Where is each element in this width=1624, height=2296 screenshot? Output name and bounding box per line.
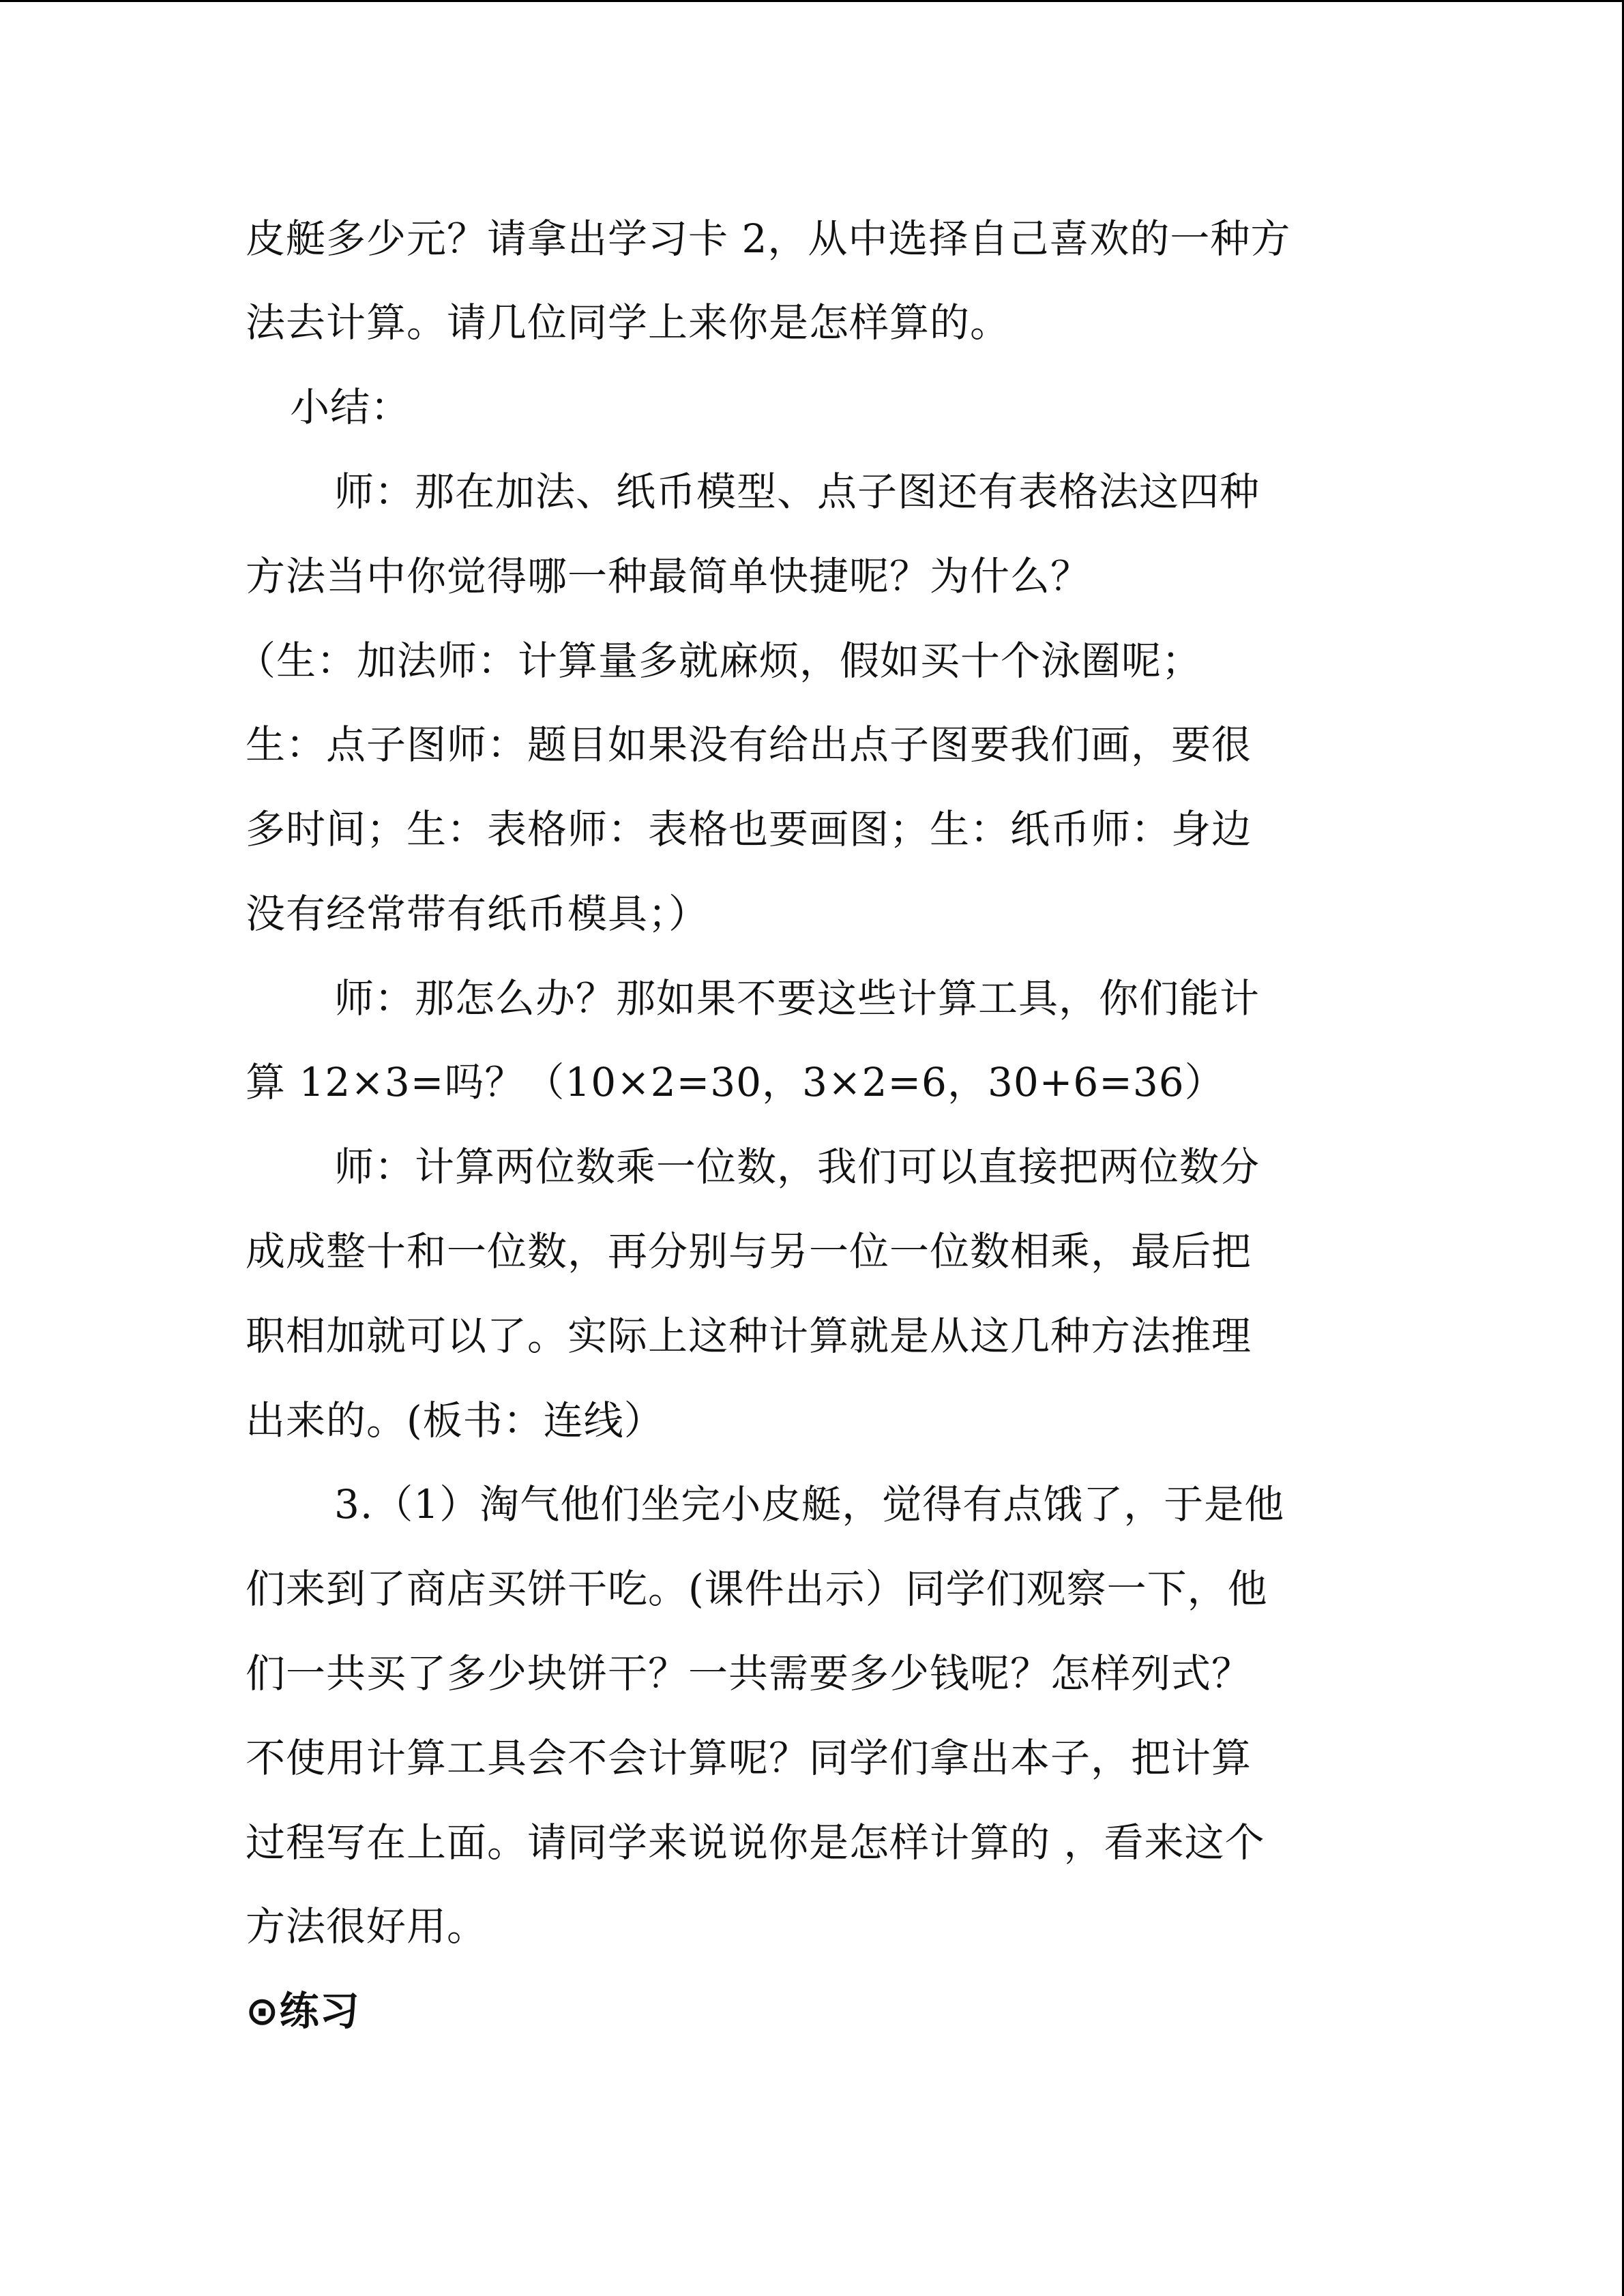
text-line-21: 方法很好用。 <box>246 1903 488 1950</box>
section-heading-practice: ⊙练习 <box>246 1988 360 2034</box>
text-line-11: 算 12×3=吗？（10×2=30，3×2=6，30+6=36） <box>246 1059 1225 1105</box>
text-line-8: 多时间；生：表格师：表格也要画图；生：纸币师：身边 <box>246 806 1252 852</box>
text-line-16: 3.（1）淘气他们坐完小皮艇，觉得有点饿了，于是他 <box>334 1481 1285 1527</box>
text-line-19: 不使用计算工具会不会计算呢？同学们拿出本子，把计算 <box>246 1735 1252 1781</box>
text-line-7: 生：点子图师：题目如果没有给出点子图要我们画，要很 <box>246 721 1252 768</box>
text-line-5: 方法当中你觉得哪一种最简单快捷呢？为什么？ <box>246 553 1091 599</box>
text-line-15: 出来的。(板书：连线） <box>246 1397 664 1444</box>
text-line-17: 们来到了商店买饼干吃。(课件出示）同学们观察一下，他 <box>246 1566 1268 1612</box>
text-line-18: 们一共买了多少块饼干？一共需要多少钱呢？怎样列式？ <box>246 1650 1252 1697</box>
text-line-14: 职相加就可以了。实际上这种计算就是从这几种方法推理 <box>246 1313 1252 1359</box>
text-line-20: 过程写在上面。请同学来说说你是怎样计算的 ，看来这个 <box>246 1819 1265 1866</box>
text-line-2: 法去计算。请几位同学上来你是怎样算的。 <box>246 299 1011 346</box>
page-border-top <box>0 0 1624 2</box>
text-line-4: 师：那在加法、纸币模型、点子图还有表格法这四种 <box>334 468 1260 515</box>
text-line-13: 成成整十和一位数，再分别与另一位一位数相乘，最后把 <box>246 1228 1252 1274</box>
text-line-9: 没有经常带有纸币模具；） <box>246 891 709 937</box>
summary-label: 小结： <box>290 384 411 430</box>
text-line-10: 师：那怎么办？那如果不要这些计算工具，你们能计 <box>334 975 1260 1022</box>
text-line-12: 师：计算两位数乘一位数，我们可以直接把两位数分 <box>334 1144 1260 1190</box>
text-line-1: 皮艇多少元？请拿出学习卡 2，从中选择自己喜欢的一种方 <box>246 215 1291 262</box>
text-line-6: （生：加法师：计算量多就麻烦，假如买十个泳圈呢； <box>236 638 1202 684</box>
